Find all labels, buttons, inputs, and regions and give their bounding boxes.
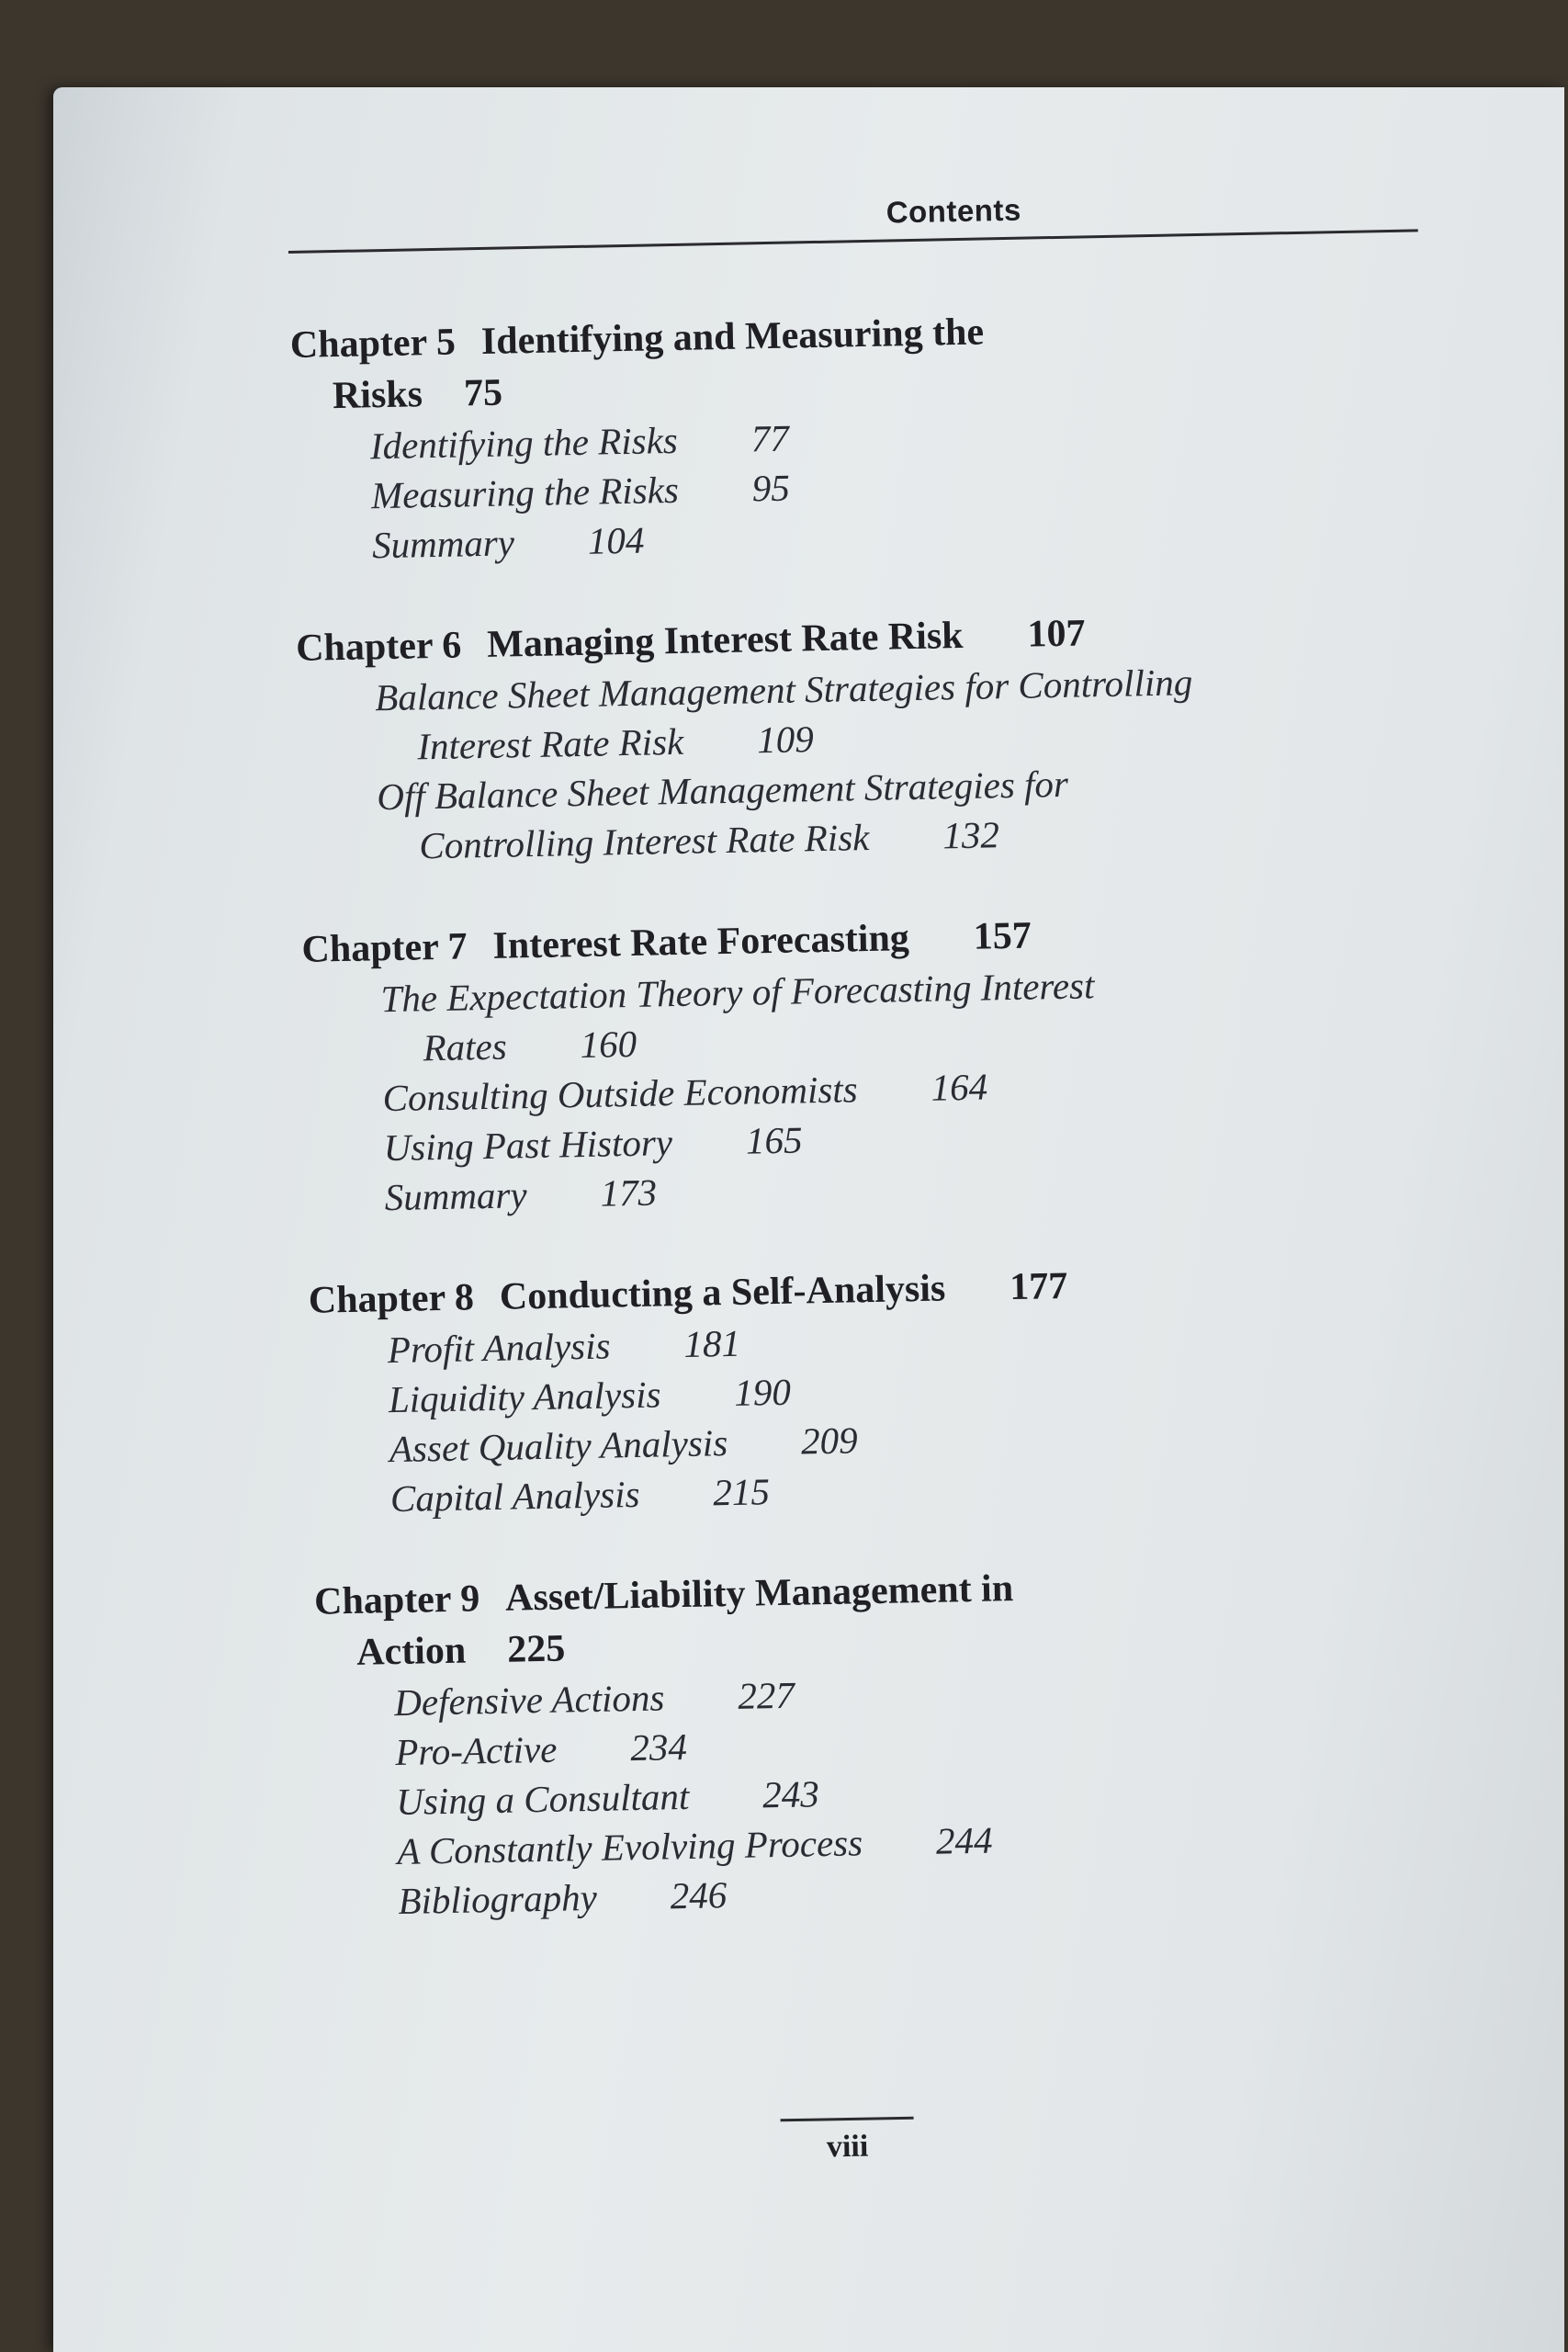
chapter-title: Asset/Liability Management in (504, 1567, 1014, 1620)
section-title: Measuring the Risks (370, 468, 680, 517)
footer-rule (781, 2117, 914, 2122)
section-title: Summary (371, 521, 515, 567)
chapter-title-continued: Action (355, 1629, 467, 1674)
section-title: Balance Sheet Management Strategies for Controlling (374, 661, 1193, 719)
toc-chapter-8 (308, 1253, 1442, 1525)
chapter-page: 225 (506, 1627, 566, 1671)
section-page: 165 (745, 1118, 803, 1162)
section-page: 243 (761, 1772, 820, 1816)
section-page: 209 (800, 1419, 859, 1463)
section-page: 109 (756, 718, 815, 762)
section-page: 181 (683, 1321, 741, 1365)
chapter-label: Chapter 9 (313, 1577, 480, 1623)
running-head: Contents (886, 192, 1022, 230)
section-page: 173 (600, 1170, 658, 1215)
chapter-title: Conducting a Self-Analysis (499, 1267, 946, 1318)
toc-chapter-7 (301, 902, 1437, 1224)
section-title-continued: Controlling Interest Rate Risk (418, 815, 870, 867)
section-title: Pro-Active (394, 1727, 558, 1774)
chapter-label: Chapter 8 (308, 1276, 475, 1322)
section-page: 227 (737, 1673, 795, 1717)
section-title: Capital Analysis (389, 1472, 640, 1521)
section-page: 77 (750, 416, 790, 460)
chapter-page: 107 (1027, 612, 1086, 656)
section-title: Summary (384, 1173, 528, 1219)
section-page: 234 (629, 1724, 688, 1770)
section-title: Asset Quality Analysis (389, 1421, 728, 1471)
chapter-title: Managing Interest Rate Risk (486, 614, 964, 666)
section-page: 246 (670, 1873, 728, 1917)
toc-chapter-6 (296, 601, 1430, 873)
section-list (292, 401, 1425, 571)
section-title: Consulting Outside Economists (382, 1068, 859, 1120)
page-number: viii (826, 2129, 869, 2165)
chapter-title-continued: Risks (332, 373, 423, 418)
section-title: The Expectation Theory of Forecasting Interest (380, 964, 1095, 1021)
chapter-label: Chapter 7 (301, 925, 468, 971)
toc-chapter-9 (314, 1555, 1450, 1928)
page-footer (781, 2117, 915, 2166)
chapter-label: Chapter 5 (289, 321, 457, 367)
toc-content (288, 185, 1451, 1978)
section-page: 132 (942, 813, 1000, 857)
toc-chapter-5 (289, 298, 1424, 571)
section-list (297, 652, 1430, 873)
section-page: 104 (587, 518, 645, 562)
section-page: 95 (751, 466, 791, 510)
section-title: Liquidity Analysis (388, 1373, 661, 1421)
section-title: Defensive Actions (393, 1676, 665, 1724)
chapter-title: Interest Rate Forecasting (492, 917, 910, 967)
chapter-label: Chapter 6 (295, 624, 462, 670)
section-page: 244 (935, 1818, 993, 1862)
section-title: Off Balance Sheet Management Strategies for (376, 762, 1069, 819)
section-page: 215 (712, 1470, 771, 1514)
section-title: Identifying the Risks (369, 418, 679, 468)
section-list (309, 1305, 1442, 1525)
section-title: A Constantly Evolving Process (396, 1821, 863, 1873)
section-title: Using Past History (383, 1121, 673, 1170)
section-list (316, 1657, 1450, 1928)
section-page: 164 (931, 1065, 988, 1109)
section-title: Profit Analysis (387, 1324, 611, 1372)
chapter-title: Identifying and Measuring the (480, 311, 985, 363)
section-title: Using a Consultant (395, 1774, 690, 1824)
section-title-continued: Rates (423, 1024, 508, 1069)
chapter-page: 177 (1009, 1264, 1068, 1309)
section-page: 190 (733, 1370, 792, 1414)
section-title: Bibliography (397, 1875, 598, 1923)
chapter-page: 157 (973, 914, 1032, 958)
section-page: 160 (580, 1022, 637, 1067)
book-page (53, 87, 1564, 2352)
chapter-page: 75 (463, 371, 503, 415)
section-list (302, 954, 1437, 1224)
section-title-continued: Interest Rate Risk (416, 719, 684, 768)
